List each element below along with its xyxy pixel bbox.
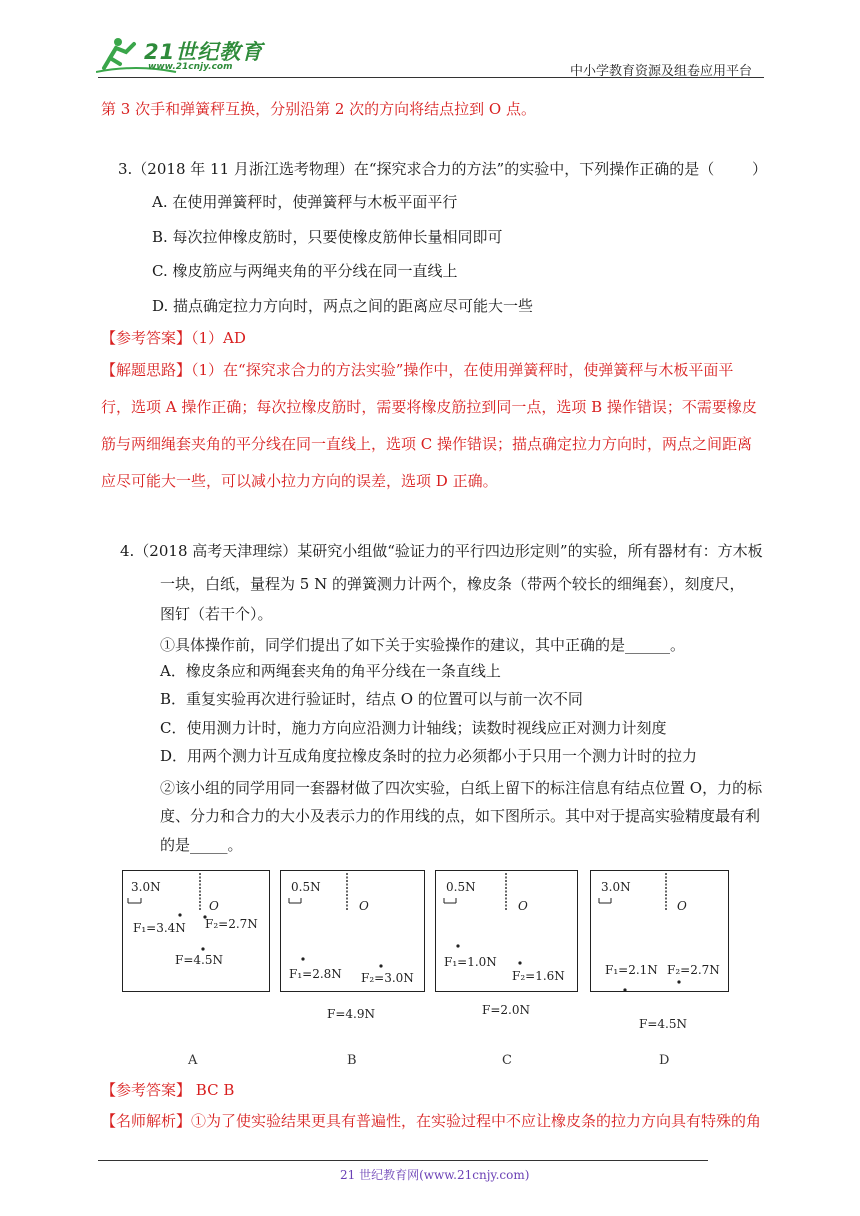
q3-option-a: A. 在使用弹簧秤时，使弹簧秤与木板平面平行	[152, 193, 458, 211]
figure-c-caption: C	[502, 1053, 512, 1068]
figure-b	[280, 870, 425, 1021]
q4-stem-line: ①具体操作前，同学们提出了如下关于实验操作的建议，其中正确的是______。	[160, 636, 686, 654]
q3-analysis-line: 【解题思路】（1）在“探究求合力的方法实验”操作中，在使用弹簧秤时，使弹簧秤与木板平面平	[101, 361, 734, 379]
figure-a	[122, 870, 270, 992]
figure-f2-label: F₂=1.6N	[512, 969, 565, 983]
footer-divider	[98, 1160, 708, 1161]
figure-scale-label: 0.5N	[446, 880, 476, 894]
figure-o-label: O	[209, 899, 219, 913]
q3-analysis-line: 筋与两细绳套夹角的平分线在同一直线上，选项 C 操作错误；描点确定拉力方向时，两点之间距离	[101, 435, 753, 453]
intro-line: 第 3 次手和弹簧秤互换，分别沿第 2 次的方向将结点拉到 O 点。	[101, 100, 536, 118]
q4-stem-line: 一块，白纸，量程为 5 N 的弹簧测力计两个，橡皮条（带两个较长的细绳套），刻度尺，	[160, 575, 745, 593]
figure-c	[435, 870, 578, 1017]
figure-scale-label: 3.0N	[131, 880, 161, 894]
q3-stem: 3.（2018 年 11 月浙江选考物理）在“探究求合力的方法”的实验中，下列操作正确的是（	[118, 160, 715, 178]
figure-f1-label: F₁=2.1N	[605, 963, 658, 977]
q3-answer: 【参考答案】（1）AD	[101, 329, 246, 347]
q3-paren-close: ）	[752, 160, 768, 178]
q3-analysis	[101, 352, 757, 500]
q4-option-a: A．橡皮条应和两绳套夹角的角平分线在一条直线上	[160, 662, 501, 680]
figure-f2-label: F₂=2.7N	[205, 917, 258, 931]
footer-text: 21 世纪教育网(www.21cnjy.com)	[340, 1168, 530, 1182]
q3-option-b: B. 每次拉伸橡皮筋时，只要使橡皮筋伸长量相同即可	[152, 228, 503, 246]
figure-f-label: F=4.9N	[327, 1007, 375, 1021]
header-divider	[98, 77, 764, 78]
logo-url: www.21cnjy.com	[148, 62, 233, 72]
figure-o-label: O	[677, 899, 687, 913]
figure-f-label: F=2.0N	[482, 1003, 530, 1017]
site-logo	[96, 34, 266, 76]
figure-f1-label: F₁=1.0N	[444, 955, 497, 969]
q4-stem-line: 度、分力和合力的大小及表示力的作用线的点，如下图所示。其中对于提高实验精度最有利	[160, 807, 761, 825]
q4-stem-line: ②该小组的同学用同一套器材做了四次实验，白纸上留下的标注信息有结点位置 O，力的标	[160, 779, 763, 797]
logo-text: 21世纪教育	[144, 40, 264, 64]
figure-scale-label: 3.0N	[601, 880, 631, 894]
q4-option-c: C．使用测力计时，施力方向应沿测力计轴线；读数时视线应正对测力计刻度	[160, 719, 667, 737]
platform-label: 中小学教育资源及组卷应用平台	[569, 64, 752, 79]
q4-analysis: 【名师解析】①为了使实验结果更具有普遍性，在实验过程中不应让橡皮条的拉力方向具有特殊的角	[101, 1112, 762, 1130]
q4-answer: 【参考答案】 BC B	[101, 1081, 235, 1099]
figure-a-caption: A	[188, 1053, 198, 1068]
figure-o-label: O	[518, 899, 528, 913]
q3-analysis-line: 应尽可能大一些，可以减小拉力方向的误差，选项 D 正确。	[101, 472, 498, 490]
q4-option-b: B．重复实验再次进行验证时，结点 O 的位置可以与前一次不同	[160, 690, 583, 708]
figure-f2-label: F₂=3.0N	[361, 971, 414, 985]
figure-o-label: O	[359, 899, 369, 913]
q4-option-d: D．用两个测力计互成角度拉橡皮条时的拉力必须都小于只用一个测力计时的拉力	[160, 747, 698, 765]
figure-b-caption: B	[347, 1053, 357, 1068]
figure-f-label: F=4.5N	[639, 1017, 687, 1031]
q4-stem-line: 图钉（若干个）。	[160, 605, 273, 623]
q4-stem-line: 的是_____。	[160, 836, 243, 854]
figure-d	[590, 870, 729, 1031]
q3-option-c: C. 橡皮筋应与两绳夹角的平分线在同一直线上	[152, 262, 458, 280]
q3-option-d: D. 描点确定拉力方向时，两点之间的距离应尽可能大一些	[152, 297, 534, 315]
figure-f1-label: F₁=3.4N	[133, 921, 186, 935]
q3-analysis-line: 行，选项 A 操作正确；每次拉橡皮筋时，需要将橡皮筋拉到同一点，选项 B 操作错误；不需要橡皮	[101, 398, 757, 416]
figure-scale-label: 0.5N	[291, 880, 321, 894]
figure-d-caption: D	[659, 1053, 670, 1068]
figure-f-label: F=4.5N	[175, 953, 223, 967]
figure-f2-label: F₂=2.7N	[667, 963, 720, 977]
figure-f1-label: F₁=2.8N	[289, 967, 342, 981]
q4-stem-line: 4.（2018 高考天津理综）某研究小组做“验证力的平行四边形定则”的实验，所有器材有：方木板	[120, 542, 763, 560]
